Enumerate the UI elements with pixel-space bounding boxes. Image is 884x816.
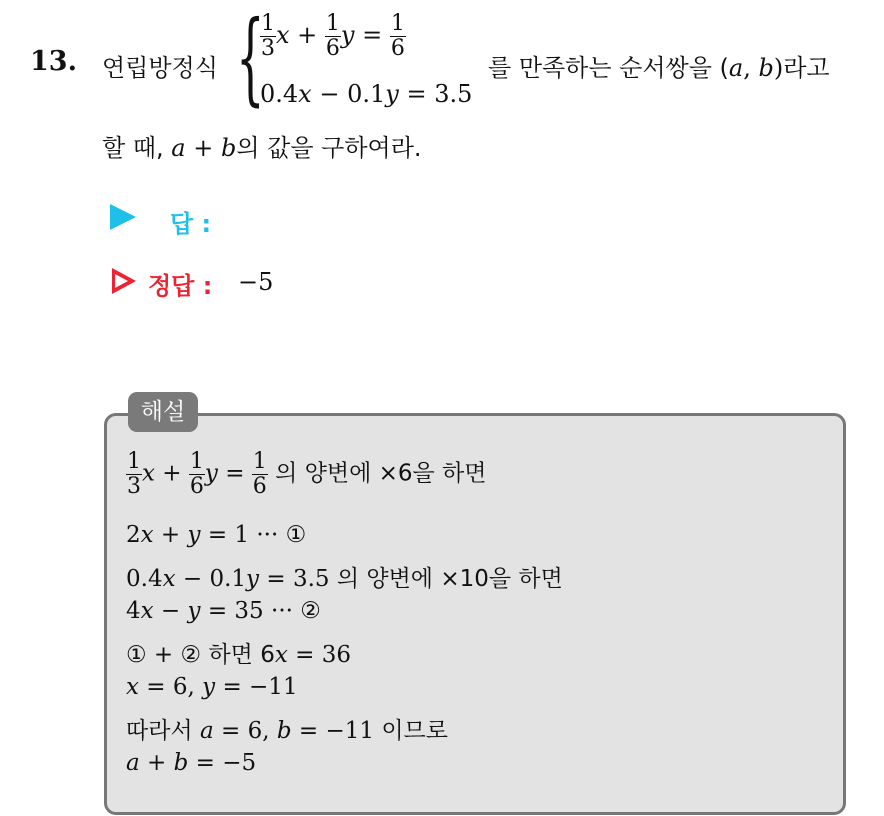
system-equation-1: $\frac{1}{3}$ x + $\frac{1}{6}$ y = $\frac{1}{6}$: [261, 11, 405, 61]
problem-intro: 연립방정식: [102, 54, 218, 82]
solution-line-6: x = 6, y = −11: [126, 674, 298, 700]
fraction: $\frac{1}{6}$: [390, 11, 405, 61]
solution-line-5: ① + ② 하면 6x = 36: [126, 642, 351, 668]
fraction: $\frac{1}{3}$: [261, 11, 275, 61]
fraction: $\frac{1}{6}$: [189, 449, 204, 499]
solution-line-1: $\frac{1}{3}$ x + $\frac{1}{6}$ y = $\frac{1}{6}$ 의 양변에 ×6을 하면: [127, 449, 487, 499]
fraction: $\frac{1}{6}$: [252, 449, 267, 499]
system-equation-2: 0.4x − 0.1y = 3.5: [260, 80, 473, 108]
fraction: $\frac{1}{3}$: [127, 449, 141, 499]
fraction: $\frac{1}{6}$: [325, 11, 340, 61]
correct-answer-value: −5: [238, 268, 274, 296]
solution-badge: 해설: [128, 392, 198, 432]
solution-line-3: 0.4x − 0.1y = 3.5 의 양변에 ×10을 하면: [126, 566, 563, 592]
problem-text-line1: 를 만족하는 순서쌍을 (a, b)라고: [488, 54, 830, 82]
outline-arrow-inner: [115, 274, 128, 288]
answer-label: 답 :: [170, 210, 212, 238]
problem-number: 13.: [30, 46, 77, 77]
system-brace: {: [236, 0, 265, 116]
solution-line-4: 4x − y = 35 ··· ②: [126, 598, 321, 624]
solution-line-7: 따라서 a = 6, b = −11 이므로: [126, 718, 448, 744]
problem-text-line2: 할 때, a + b의 값을 구하여라.: [102, 134, 422, 162]
solution-line-8: a + b = −5: [126, 750, 257, 776]
solution-line-2: 2x + y = 1 ··· ①: [126, 522, 307, 548]
play-arrow-icon: [110, 204, 136, 230]
correct-answer-label: 정답 :: [148, 272, 213, 300]
